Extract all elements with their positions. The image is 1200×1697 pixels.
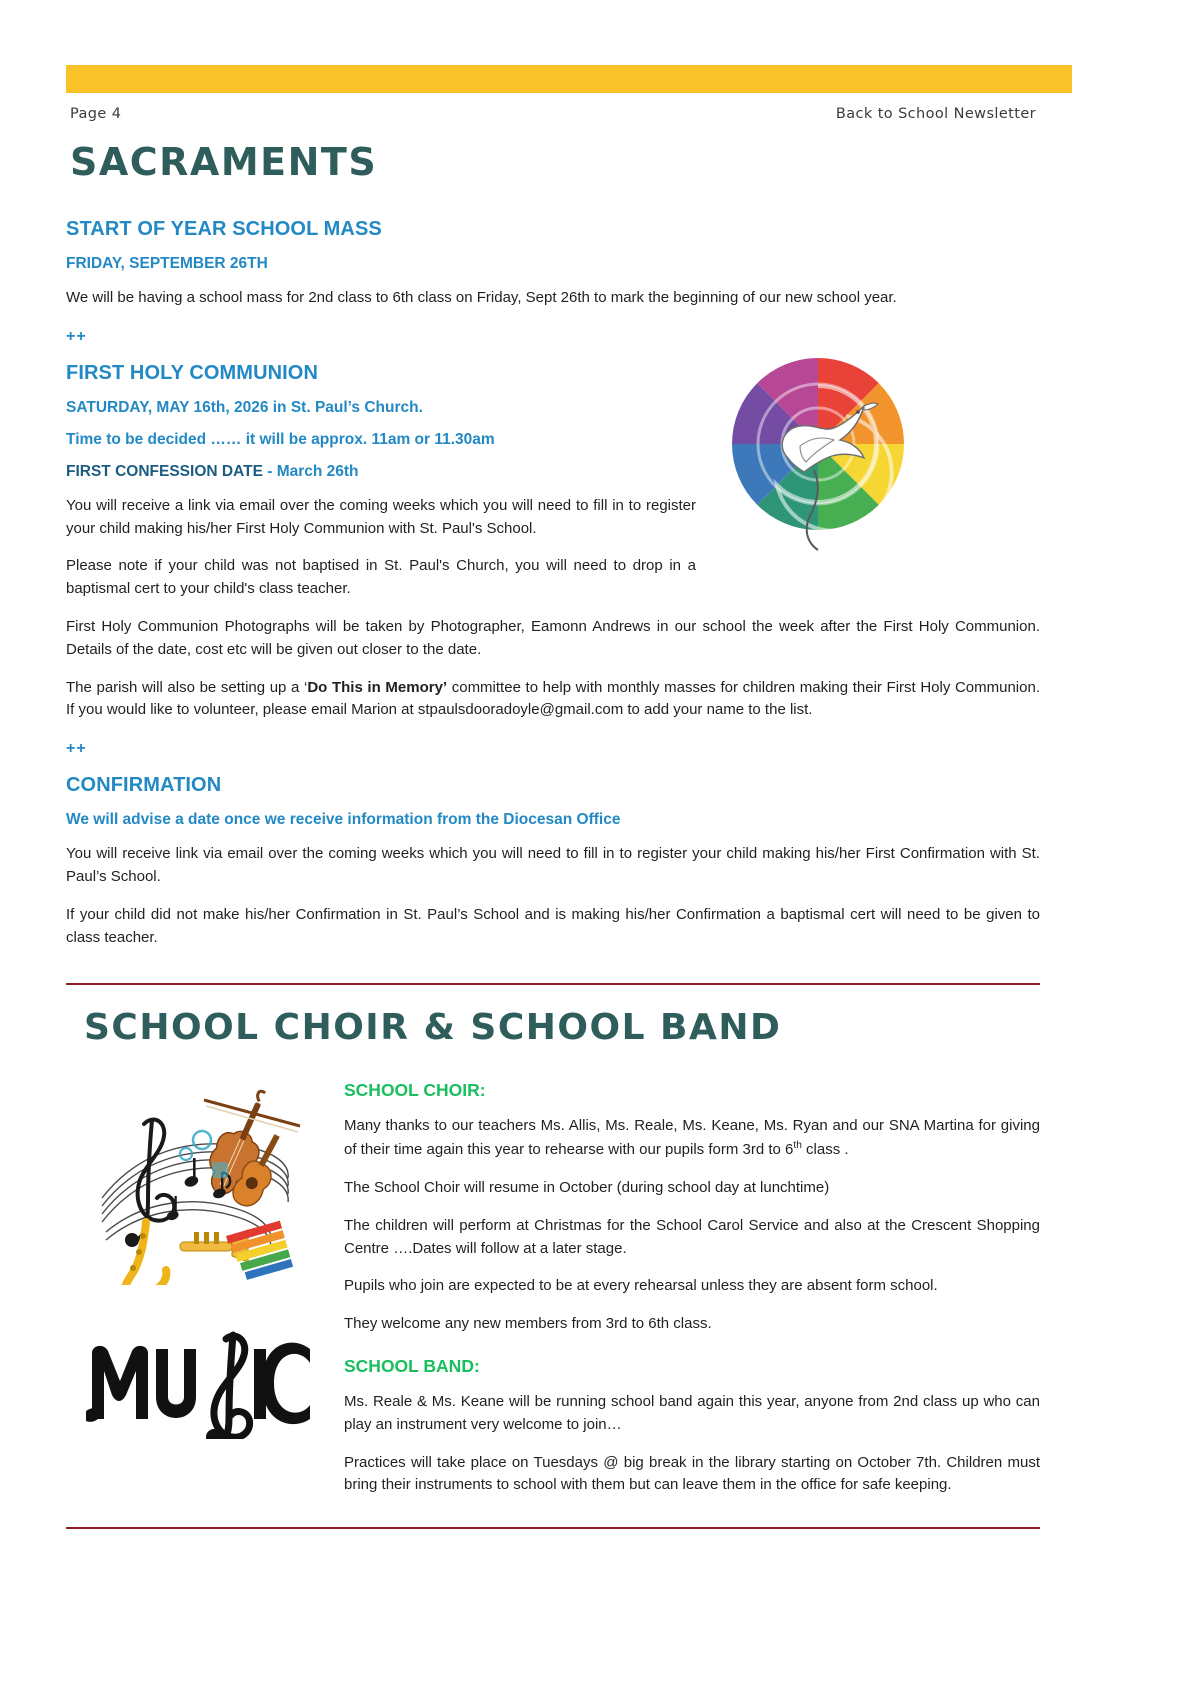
separator-plus-1: ++: [66, 327, 87, 345]
choir-paragraph-1-tail: class .: [801, 1141, 849, 1159]
heading-start-of-year-mass: START OF YEAR SCHOOL MASS: [66, 218, 382, 240]
choir-paragraph-4: Pupils who join are expected to be at every rehearsal unless they are absent form school.: [344, 1277, 938, 1295]
xylophone-icon: [226, 1221, 293, 1283]
communion-date-line: SATURDAY, MAY 16th, 2026 in St. Paul’s Church.: [66, 398, 423, 416]
do-this-in-memory-emphasis: Do This in Memory’: [307, 678, 448, 696]
communion-time-line: Time to be decided …… it will be approx. 11am or 11.30am: [66, 430, 495, 448]
communion-paragraph-4-lead: The parish will also be setting up a ‘: [66, 678, 308, 696]
choir-paragraph-3: The children will perform at Christmas for the School Carol Service and also at the Crescent Shopping Centre ….Dates will follow at a later stage.: [344, 1216, 1040, 1257]
mass-body-paragraph: We will be having a school mass for 2nd class to 6th class on Friday, Sept 26th to mark the beginning of our new school year.: [66, 289, 897, 306]
first-confession-label: FIRST CONFESSION DATE: [66, 462, 263, 480]
section-divider-top: [66, 983, 1040, 985]
treble-clef-icon: [125, 1120, 174, 1247]
mass-date-line: FRIDAY, SEPTEMBER 26TH: [66, 255, 268, 272]
communion-paragraph-2: Please note if your child was not baptised in St. Paul's Church, you will need to drop in a baptismal cert to your child's class teacher.: [66, 557, 696, 598]
page-content: [66, 140, 1040, 1529]
confirmation-paragraph-2: If your child did not make his/her Confirmation in St. Paul’s School and is making his/her Confirmation a baptismal cert will need to be given to class teacher.: [66, 905, 1040, 946]
music-instruments-icon: [84, 1080, 312, 1285]
top-accent-band: [66, 65, 1072, 93]
choir-band-columns: [66, 1074, 1040, 1497]
page-number-label: Page 4: [70, 106, 122, 122]
rainbow-dove-icon: [718, 354, 928, 569]
communion-paragraph-3: First Holy Communion Photographs will be taken by Photographer, Eamonn Andrews in our school the week after the First Holy Communion. Details of the date, cost etc will be given out closer to the date.: [66, 617, 1040, 658]
choir-ordinal-suffix: th: [793, 1140, 802, 1152]
school-band-block: [344, 1356, 1040, 1497]
communion-paragraph-1: You will receive a link via email over the coming weeks which you will need to fill in to register your child making his/her First Holy Communion with St. Paul's School.: [66, 496, 696, 537]
communion-paragraph-4: [66, 677, 1040, 723]
section-divider-bottom: [66, 1527, 1040, 1529]
choir-paragraph-5: They welcome any new members from 3rd to 6th class.: [344, 1315, 712, 1333]
separator-plus-2: ++: [66, 740, 87, 758]
choir-band-artwork-column: [66, 1074, 334, 1439]
choir-paragraph-2: The School Choir will resume in October (during school day at lunchtime): [344, 1178, 830, 1196]
section-title-sacraments: SACRAMENTS: [70, 140, 378, 184]
music-word-icon: [86, 1319, 312, 1439]
confirmation-date-line: We will advise a date once we receive information from the Diocesan Office: [66, 811, 621, 829]
confirmation-paragraph-1: You will receive link via email over the coming weeks which you will need to fill in to register your child making his/her First Confirmation with St. Paul’s School.: [66, 845, 1040, 885]
communion-paragraph-4-tail: committee to help with monthly masses for children making their First Holy Communion. If you would like to volunteer, please email Marion at stpaulsdooradoyle@gmail.com to add your name to the list.: [66, 678, 1040, 719]
saxophone-icon: [124, 1222, 167, 1285]
band-paragraph-1: Ms. Reale & Ms. Keane will be running school band again this year, anyone from 2nd class up who can play an instrument very welcome to join…: [344, 1392, 1040, 1433]
section-title-choir-band: SCHOOL CHOIR & SCHOOL BAND: [84, 1007, 782, 1049]
heading-first-holy-communion: FIRST HOLY COMMUNION: [66, 361, 319, 384]
running-head: [70, 106, 1036, 122]
choir-paragraph-1: [344, 1115, 1040, 1162]
band-paragraph-2: Practices will take place on Tuesdays @ big break in the library starting on October 7th. Children must bring their instruments to school with them but can leave them in the office for safe keeping.: [344, 1453, 1040, 1494]
heading-school-choir: SCHOOL CHOIR:: [344, 1080, 486, 1101]
rainbow-dove-image: [718, 354, 928, 569]
first-confession-date: - March 26th: [262, 462, 359, 480]
choir-paragraph-1-lead: Many thanks to our teachers Ms. Allis, Ms. Reale, Ms. Keane, Ms. Ryan and our SNA Martina for giving of their time again this year to rehearse with our pupils form 3rd to 6: [344, 1117, 1040, 1159]
newsletter-title-label: Back to School Newsletter: [835, 106, 1036, 122]
choir-band-text-column: [334, 1074, 1040, 1497]
heading-school-band: SCHOOL BAND:: [344, 1355, 480, 1376]
heading-confirmation: CONFIRMATION: [66, 774, 222, 797]
